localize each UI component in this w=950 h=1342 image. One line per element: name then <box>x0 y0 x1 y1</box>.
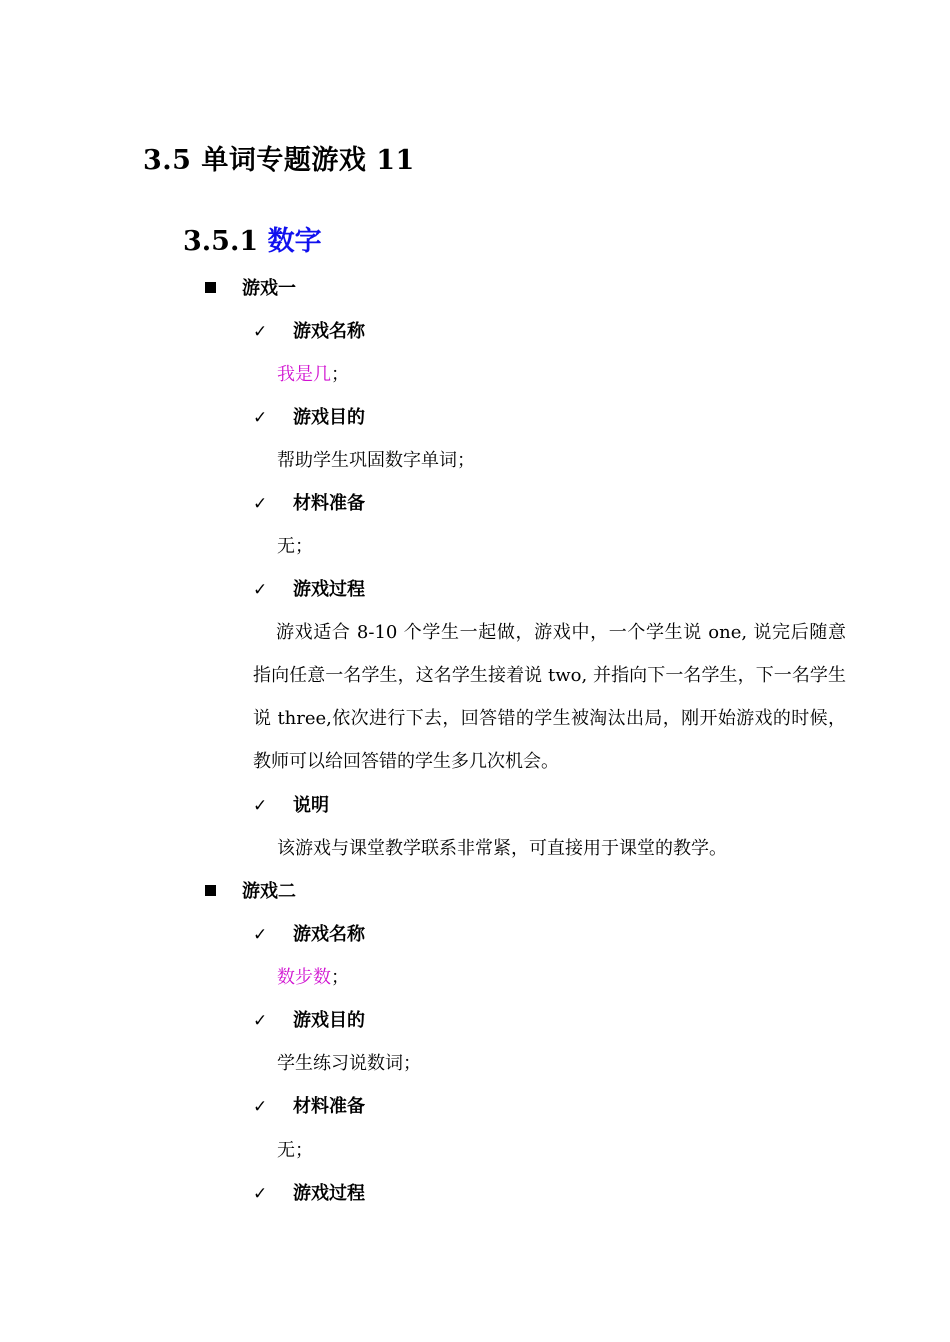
item-label: 游戏目的 <box>293 407 365 428</box>
game-heading <box>205 277 296 301</box>
item-label: 材料准备 <box>293 1096 365 1117</box>
game-title: 游戏一 <box>242 278 296 299</box>
square-bullet-icon <box>205 282 216 293</box>
checkmark-icon: ✓ <box>253 1184 268 1204</box>
note-text: 该游戏与课堂教学联系非常紧，可直接用于课堂的教学。 <box>277 838 727 859</box>
item-label: 游戏名称 <box>293 321 365 342</box>
checkmark-icon: ✓ <box>253 1097 268 1117</box>
game-name-value: 我是几 <box>277 364 331 385</box>
item-heading <box>253 320 365 344</box>
purpose-text: 帮助学生巩固数字单词； <box>277 450 475 471</box>
game-name-value: 数步数 <box>277 967 331 988</box>
purpose-text: 学生练习说数词； <box>277 1053 421 1074</box>
game-name <box>277 966 349 990</box>
materials-text: 无； <box>277 536 313 557</box>
item-heading <box>253 1009 365 1033</box>
item-heading <box>253 923 365 947</box>
game-title: 游戏二 <box>242 881 296 902</box>
item-heading <box>253 794 329 818</box>
checkmark-icon: ✓ <box>253 322 268 342</box>
subsection-title: 数字 <box>267 226 322 257</box>
checkmark-icon: ✓ <box>253 580 268 600</box>
item-heading <box>253 492 365 516</box>
checkmark-icon: ✓ <box>253 408 268 428</box>
game-name-punct: ； <box>331 364 349 385</box>
game-heading <box>205 880 296 904</box>
checkmark-icon: ✓ <box>253 1011 268 1031</box>
item-heading <box>253 1095 365 1119</box>
square-bullet-icon <box>205 885 216 896</box>
checkmark-icon: ✓ <box>253 925 268 945</box>
item-label: 游戏名称 <box>293 924 365 945</box>
item-label: 游戏目的 <box>293 1010 365 1031</box>
item-label: 游戏过程 <box>293 1183 365 1204</box>
item-label: 说明 <box>293 795 329 816</box>
section-heading: 3.5 单词专题游戏 11 <box>143 145 415 176</box>
item-label: 材料准备 <box>293 493 365 514</box>
item-heading <box>253 1182 365 1206</box>
item-heading <box>253 406 365 430</box>
checkmark-icon: ✓ <box>253 796 268 816</box>
subsection-number: 3.5.1 <box>183 226 259 257</box>
checkmark-icon: ✓ <box>253 494 268 514</box>
materials-text: 无； <box>277 1140 313 1161</box>
subsection-heading <box>183 219 322 258</box>
item-heading <box>253 578 365 602</box>
item-label: 游戏过程 <box>293 579 365 600</box>
game-name-punct: ； <box>331 967 349 988</box>
game-name <box>277 363 349 387</box>
process-paragraph: 游戏适合 8-10 个学生一起做，游戏中，一个学生说 one, 说完后随意指向任意一名学生，这名学生接着说 two, 并指向下一名学生，下一名学生说 three,依次进行下去，回答错的学生被淘汰出局，刚开始游戏的时候，教师可以给回答错的学生多几次机会。 <box>253 622 846 772</box>
